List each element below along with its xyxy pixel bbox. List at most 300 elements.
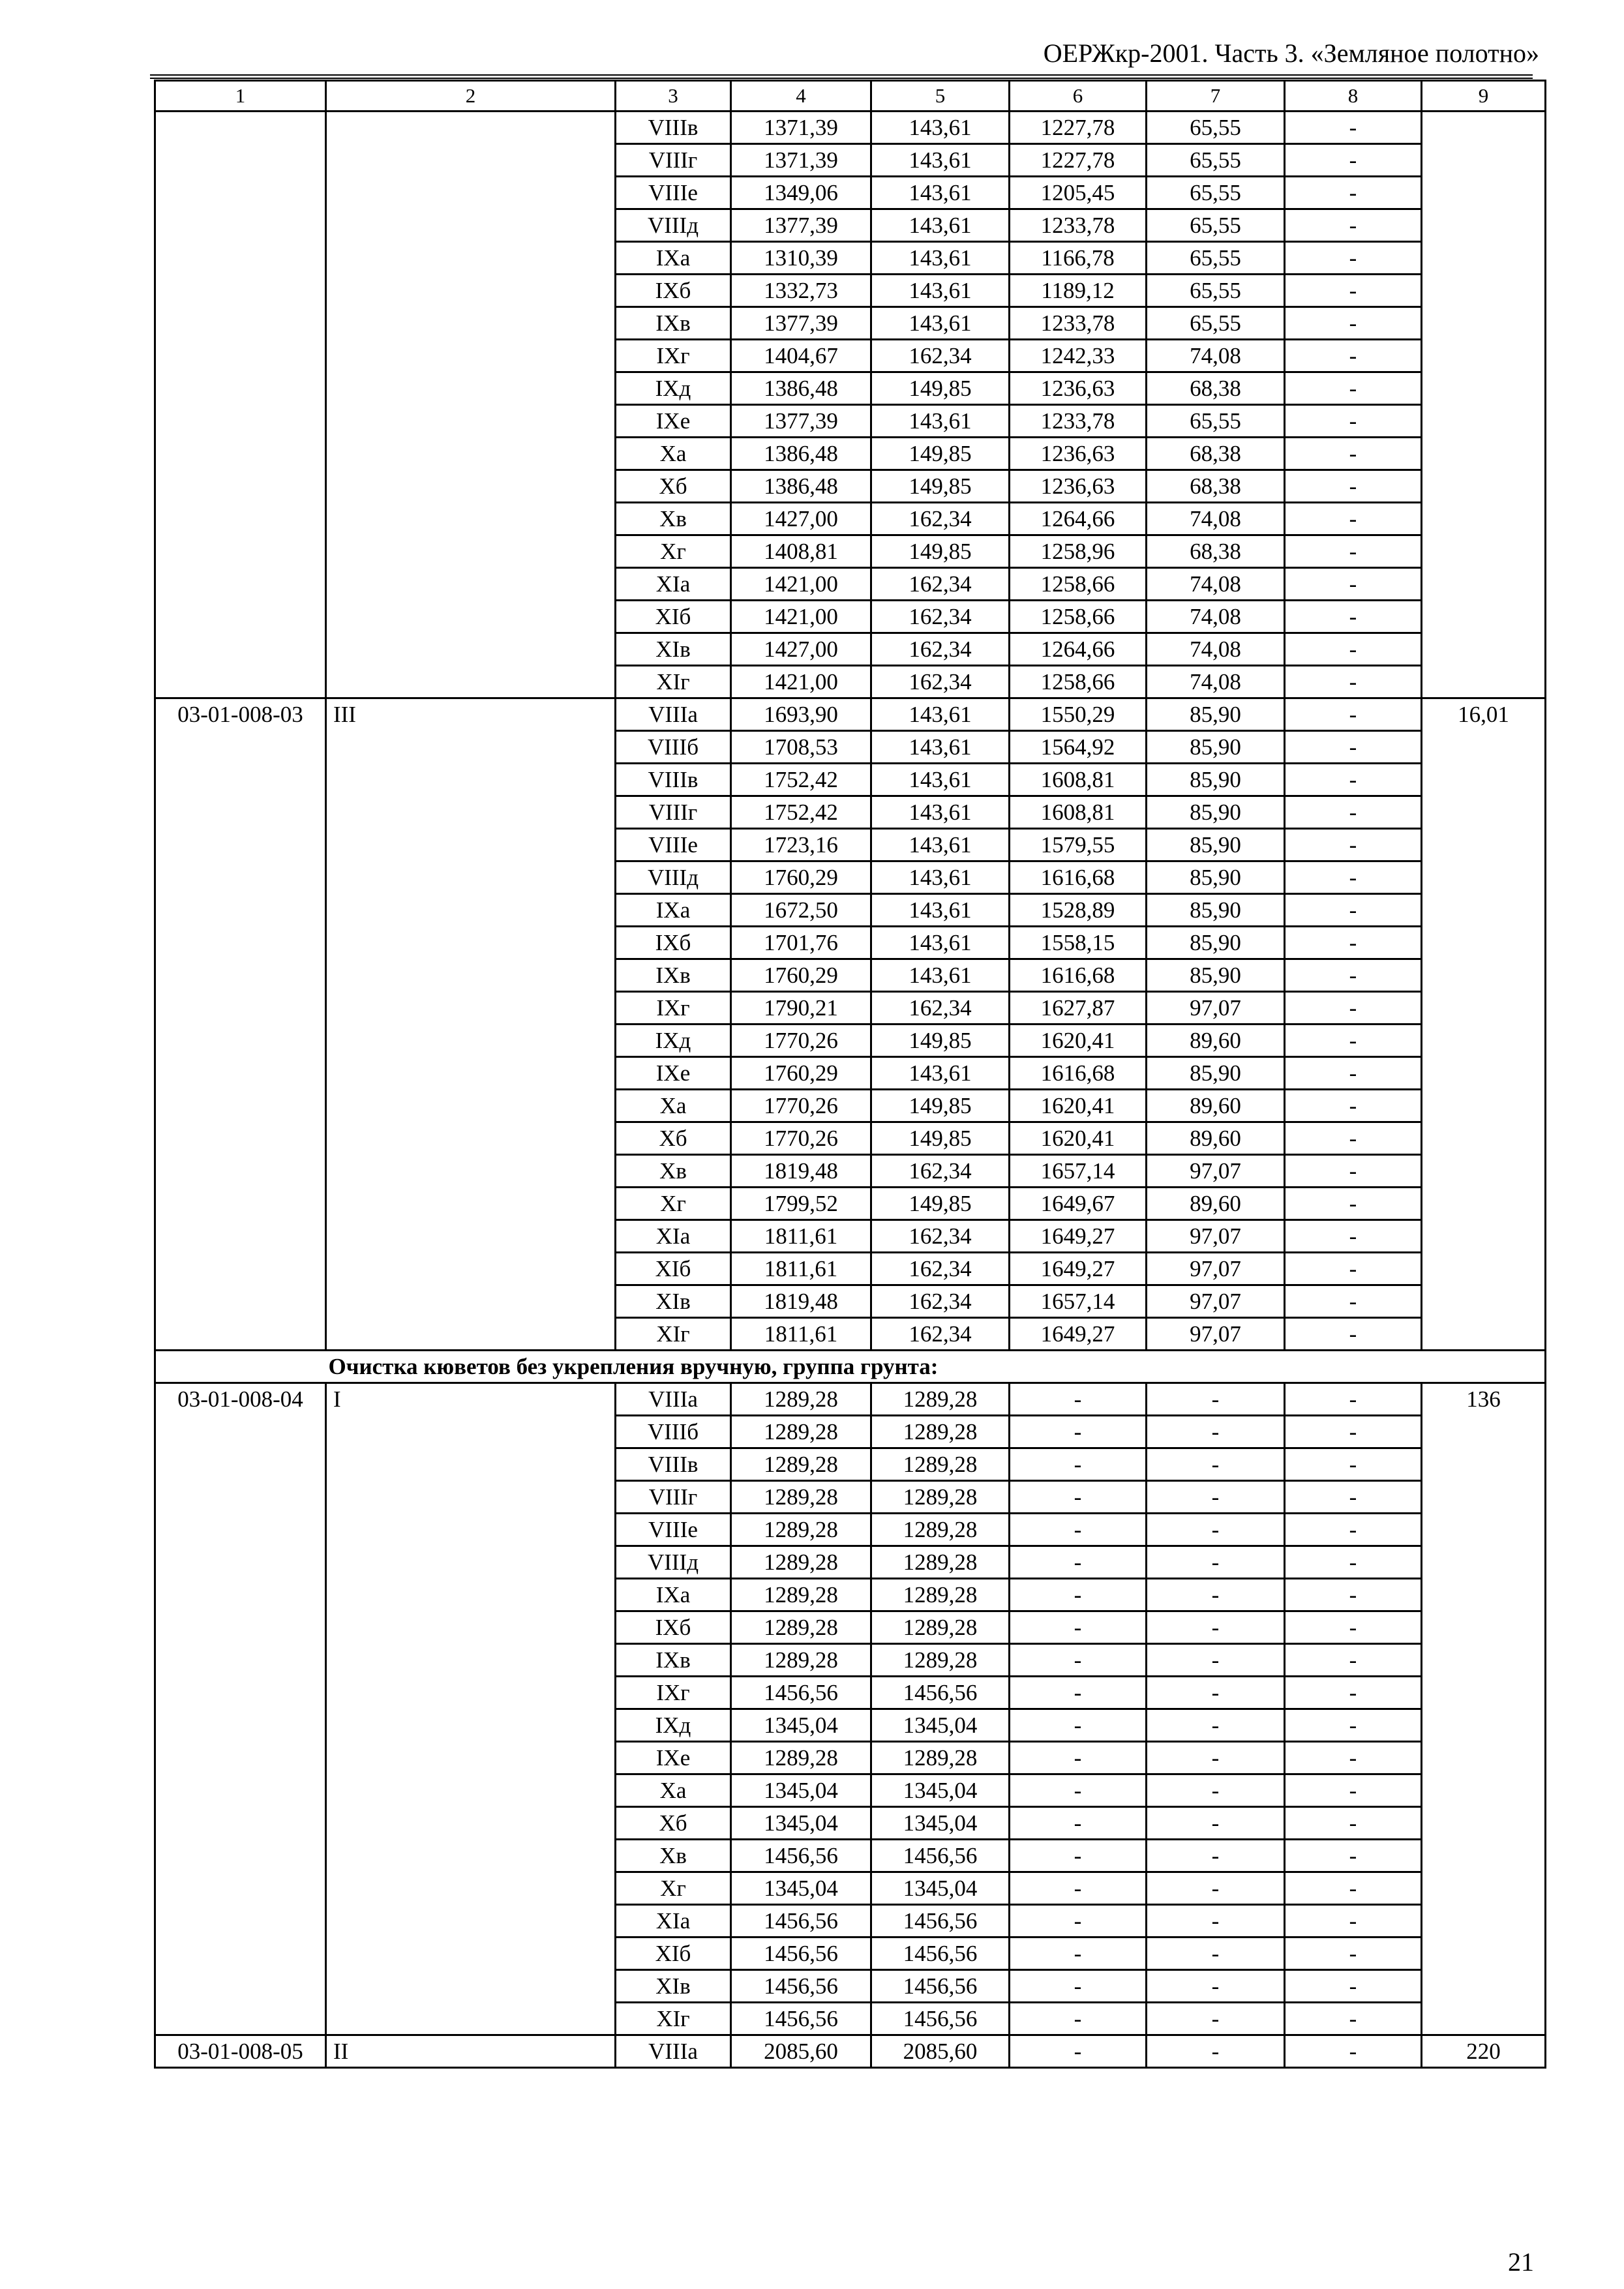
machine-labor-cell: 85,90: [1147, 764, 1285, 796]
zone-cell: XIб: [616, 1253, 731, 1285]
total-cost-cell: 1377,39: [731, 307, 871, 340]
materials-cell: -: [1285, 1807, 1422, 1840]
zone-cell: VIIIв: [616, 112, 731, 144]
labor-cost-cell: 143,61: [871, 829, 1010, 861]
zone-cell: VIIIд: [616, 209, 731, 242]
zone-cell: VIIIд: [616, 861, 731, 894]
labor-cost-cell: 149,85: [871, 1122, 1010, 1155]
page-header-title: ОЕРЖкр-2001. Часть 3. «Земляное полотно»: [1043, 38, 1539, 68]
labor-cost-cell: 143,61: [871, 209, 1010, 242]
labor-cost-cell: 143,61: [871, 177, 1010, 209]
labor-cost-cell: 162,34: [871, 601, 1010, 633]
total-cost-cell: 1456,56: [731, 1970, 871, 2003]
labor-cost-cell: 143,61: [871, 731, 1010, 764]
machine-cost-cell: -: [1010, 2035, 1147, 2068]
machine-cost-cell: -: [1010, 1579, 1147, 1611]
zone-cell: Xв: [616, 1155, 731, 1188]
labor-cost-cell: 1289,28: [871, 1742, 1010, 1774]
labor-cost-cell: 162,34: [871, 1220, 1010, 1253]
total-cost-cell: 1345,04: [731, 1872, 871, 1905]
total-cost-cell: 1672,50: [731, 894, 871, 927]
materials-cell: -: [1285, 2035, 1422, 2068]
materials-cell: -: [1285, 112, 1422, 144]
zone-cell: XIб: [616, 1937, 731, 1970]
machine-cost-cell: 1657,14: [1010, 1155, 1147, 1188]
materials-cell: -: [1285, 1579, 1422, 1611]
machine-cost-cell: 1649,27: [1010, 1318, 1147, 1351]
zone-cell: XIг: [616, 1318, 731, 1351]
zone-cell: VIIIг: [616, 796, 731, 829]
machine-cost-cell: 1236,63: [1010, 438, 1147, 470]
total-cost-cell: 1377,39: [731, 405, 871, 438]
norm-name-cell: III: [326, 698, 616, 1351]
zone-cell: Xб: [616, 1807, 731, 1840]
zone-cell: XIг: [616, 666, 731, 698]
machine-cost-cell: 1616,68: [1010, 1057, 1147, 1090]
machine-cost-cell: -: [1010, 1807, 1147, 1840]
total-cost-cell: 1760,29: [731, 1057, 871, 1090]
materials-cell: -: [1285, 959, 1422, 992]
zone-cell: IXа: [616, 1579, 731, 1611]
labor-cost-cell: 162,34: [871, 340, 1010, 372]
materials-cell: -: [1285, 633, 1422, 666]
zone-cell: Xг: [616, 535, 731, 568]
labor-cost-cell: 1345,04: [871, 1872, 1010, 1905]
materials-cell: -: [1285, 405, 1422, 438]
total-cost-cell: 1349,06: [731, 177, 871, 209]
machine-labor-cell: 74,08: [1147, 666, 1285, 698]
header-rule: [150, 74, 1533, 76]
machine-labor-cell: 65,55: [1147, 405, 1285, 438]
machine-cost-cell: -: [1010, 1611, 1147, 1644]
materials-cell: -: [1285, 1416, 1422, 1448]
labor-cost-cell: 2085,60: [871, 2035, 1010, 2068]
materials-cell: -: [1285, 242, 1422, 275]
table-row: [155, 112, 1546, 144]
machine-cost-cell: 1233,78: [1010, 307, 1147, 340]
machine-cost-cell: 1189,12: [1010, 275, 1147, 307]
machine-cost-cell: 1558,15: [1010, 927, 1147, 959]
machine-cost-cell: -: [1010, 1774, 1147, 1807]
machine-labor-cell: -: [1147, 1416, 1285, 1448]
machine-cost-cell: 1264,66: [1010, 503, 1147, 535]
total-cost-cell: 1723,16: [731, 829, 871, 861]
zone-cell: XIа: [616, 1220, 731, 1253]
total-cost-cell: 1819,48: [731, 1155, 871, 1188]
labor-cost-cell: 1345,04: [871, 1774, 1010, 1807]
materials-cell: -: [1285, 307, 1422, 340]
zone-cell: XIв: [616, 1970, 731, 2003]
column-number: 3: [616, 81, 731, 112]
norm-code-cell: 03-01-008-05: [155, 2035, 326, 2068]
total-cost-cell: 2085,60: [731, 2035, 871, 2068]
machine-labor-cell: -: [1147, 1383, 1285, 1416]
machine-labor-cell: 85,90: [1147, 796, 1285, 829]
machine-labor-cell: 85,90: [1147, 829, 1285, 861]
total-cost-cell: 1404,67: [731, 340, 871, 372]
machine-labor-cell: 65,55: [1147, 242, 1285, 275]
materials-cell: -: [1285, 1481, 1422, 1514]
labor-cost-cell: 1289,28: [871, 1448, 1010, 1481]
zone-cell: IXб: [616, 1611, 731, 1644]
labor-cost-cell: 1289,28: [871, 1416, 1010, 1448]
materials-cell: -: [1285, 1872, 1422, 1905]
machine-labor-cell: 65,55: [1147, 275, 1285, 307]
materials-cell: -: [1285, 177, 1422, 209]
total-cost-cell: 1289,28: [731, 1416, 871, 1448]
total-cost-cell: 1289,28: [731, 1514, 871, 1546]
table-body: [155, 81, 1546, 2068]
machine-cost-cell: 1233,78: [1010, 209, 1147, 242]
total-cost-cell: 1289,28: [731, 1448, 871, 1481]
labor-cost-cell: 143,61: [871, 894, 1010, 927]
zone-cell: VIIIа: [616, 698, 731, 731]
labor-cost-cell: 143,61: [871, 861, 1010, 894]
column-number: 8: [1285, 81, 1422, 112]
zone-cell: XIб: [616, 601, 731, 633]
materials-cell: -: [1285, 1742, 1422, 1774]
zone-cell: XIа: [616, 1905, 731, 1937]
materials-cell: -: [1285, 894, 1422, 927]
total-cost-cell: 1408,81: [731, 535, 871, 568]
materials-cell: -: [1285, 535, 1422, 568]
total-cost-cell: 1421,00: [731, 666, 871, 698]
column-number: 6: [1010, 81, 1147, 112]
machine-cost-cell: -: [1010, 1546, 1147, 1579]
labor-cost-cell: 162,34: [871, 666, 1010, 698]
machine-labor-cell: 89,60: [1147, 1090, 1285, 1122]
machine-labor-cell: -: [1147, 1774, 1285, 1807]
labor-cost-cell: 1289,28: [871, 1383, 1010, 1416]
machine-cost-cell: 1608,81: [1010, 796, 1147, 829]
machine-cost-cell: -: [1010, 1905, 1147, 1937]
machine-cost-cell: 1236,63: [1010, 372, 1147, 405]
total-cost-cell: 1701,76: [731, 927, 871, 959]
zone-cell: XIв: [616, 1285, 731, 1318]
total-cost-cell: 1310,39: [731, 242, 871, 275]
materials-cell: -: [1285, 470, 1422, 503]
materials-cell: -: [1285, 731, 1422, 764]
machine-cost-cell: -: [1010, 2003, 1147, 2035]
zone-cell: IXг: [616, 1677, 731, 1709]
zone-cell: IXд: [616, 1025, 731, 1057]
machine-cost-cell: 1205,45: [1010, 177, 1147, 209]
labor-cost-cell: 143,61: [871, 764, 1010, 796]
labor-cost-cell: 1289,28: [871, 1579, 1010, 1611]
materials-cell: -: [1285, 144, 1422, 177]
materials-cell: -: [1285, 1677, 1422, 1709]
machine-labor-cell: 65,55: [1147, 144, 1285, 177]
machine-cost-cell: -: [1010, 1742, 1147, 1774]
machine-cost-cell: -: [1010, 1644, 1147, 1677]
total-cost-cell: 1371,39: [731, 144, 871, 177]
labor-cost-cell: 149,85: [871, 1188, 1010, 1220]
labor-cost-cell: 162,34: [871, 568, 1010, 601]
total-cost-cell: 1811,61: [731, 1253, 871, 1285]
labor-cost-cell: 143,61: [871, 307, 1010, 340]
materials-cell: -: [1285, 1937, 1422, 1970]
zone-cell: IXа: [616, 894, 731, 927]
norm-code-cell: 03-01-008-04: [155, 1383, 326, 2035]
zone-cell: Xг: [616, 1872, 731, 1905]
total-cost-cell: 1289,28: [731, 1742, 871, 1774]
materials-cell: -: [1285, 1970, 1422, 2003]
zone-cell: Xа: [616, 438, 731, 470]
machine-labor-cell: -: [1147, 1872, 1285, 1905]
zone-cell: Xа: [616, 1774, 731, 1807]
machine-labor-cell: 85,90: [1147, 731, 1285, 764]
materials-cell: -: [1285, 1774, 1422, 1807]
machine-labor-cell: 85,90: [1147, 894, 1285, 927]
materials-cell: -: [1285, 1709, 1422, 1742]
machine-labor-cell: 97,07: [1147, 992, 1285, 1025]
column-number-row: [155, 81, 1546, 112]
labor-hours-cell: 220: [1422, 2035, 1546, 2068]
header-rule: [150, 78, 1533, 79]
labor-hours-cell: 16,01: [1422, 698, 1546, 1351]
zone-cell: IXе: [616, 1742, 731, 1774]
labor-cost-cell: 1289,28: [871, 1611, 1010, 1644]
labor-hours-cell: [1422, 112, 1546, 698]
total-cost-cell: 1456,56: [731, 1937, 871, 1970]
machine-labor-cell: 74,08: [1147, 340, 1285, 372]
total-cost-cell: 1386,48: [731, 438, 871, 470]
zone-cell: Xб: [616, 470, 731, 503]
machine-labor-cell: 97,07: [1147, 1253, 1285, 1285]
total-cost-cell: 1289,28: [731, 1644, 871, 1677]
materials-cell: -: [1285, 1253, 1422, 1285]
materials-cell: -: [1285, 1025, 1422, 1057]
labor-cost-cell: 149,85: [871, 372, 1010, 405]
labor-cost-cell: 143,61: [871, 959, 1010, 992]
total-cost-cell: 1345,04: [731, 1807, 871, 1840]
materials-cell: -: [1285, 1644, 1422, 1677]
machine-labor-cell: 85,90: [1147, 698, 1285, 731]
machine-labor-cell: 85,90: [1147, 927, 1285, 959]
labor-cost-cell: 162,34: [871, 992, 1010, 1025]
machine-cost-cell: 1649,27: [1010, 1220, 1147, 1253]
materials-cell: -: [1285, 666, 1422, 698]
machine-cost-cell: 1627,87: [1010, 992, 1147, 1025]
labor-cost-cell: 1289,28: [871, 1514, 1010, 1546]
materials-cell: -: [1285, 1220, 1422, 1253]
machine-labor-cell: -: [1147, 1937, 1285, 1970]
machine-cost-cell: 1242,33: [1010, 340, 1147, 372]
labor-cost-cell: 1456,56: [871, 1905, 1010, 1937]
machine-labor-cell: -: [1147, 1611, 1285, 1644]
zone-cell: XIа: [616, 568, 731, 601]
column-number: 9: [1422, 81, 1546, 112]
machine-cost-cell: -: [1010, 1840, 1147, 1872]
machine-cost-cell: -: [1010, 1970, 1147, 2003]
column-number: 5: [871, 81, 1010, 112]
zone-cell: VIIIе: [616, 1514, 731, 1546]
zone-cell: Xг: [616, 1188, 731, 1220]
machine-labor-cell: 68,38: [1147, 438, 1285, 470]
zone-cell: IXб: [616, 275, 731, 307]
labor-cost-cell: 162,34: [871, 633, 1010, 666]
zone-cell: IXг: [616, 992, 731, 1025]
zone-cell: IXв: [616, 307, 731, 340]
machine-cost-cell: 1258,66: [1010, 601, 1147, 633]
norm-name-cell: II: [326, 2035, 616, 2068]
labor-cost-cell: 149,85: [871, 1025, 1010, 1057]
materials-cell: -: [1285, 1318, 1422, 1351]
machine-cost-cell: 1264,66: [1010, 633, 1147, 666]
machine-labor-cell: -: [1147, 1709, 1285, 1742]
column-number: 2: [326, 81, 616, 112]
materials-cell: -: [1285, 1155, 1422, 1188]
labor-cost-cell: 149,85: [871, 470, 1010, 503]
machine-labor-cell: 89,60: [1147, 1188, 1285, 1220]
labor-cost-cell: 143,61: [871, 112, 1010, 144]
zone-cell: IXв: [616, 1644, 731, 1677]
total-cost-cell: 1371,39: [731, 112, 871, 144]
materials-cell: -: [1285, 1090, 1422, 1122]
total-cost-cell: 1386,48: [731, 470, 871, 503]
total-cost-cell: 1770,26: [731, 1090, 871, 1122]
labor-cost-cell: 143,61: [871, 1057, 1010, 1090]
machine-cost-cell: -: [1010, 1416, 1147, 1448]
machine-cost-cell: 1233,78: [1010, 405, 1147, 438]
materials-cell: -: [1285, 1514, 1422, 1546]
machine-labor-cell: -: [1147, 1677, 1285, 1709]
machine-labor-cell: 65,55: [1147, 209, 1285, 242]
zone-cell: IXд: [616, 1709, 731, 1742]
machine-labor-cell: 74,08: [1147, 568, 1285, 601]
materials-cell: -: [1285, 1122, 1422, 1155]
materials-cell: -: [1285, 992, 1422, 1025]
zone-cell: VIIIа: [616, 2035, 731, 2068]
total-cost-cell: 1289,28: [731, 1383, 871, 1416]
norm-code-cell: 03-01-008-03: [155, 698, 326, 1351]
labor-cost-cell: 162,34: [871, 1285, 1010, 1318]
section-title: Очистка кюветов без укрепления вручную, группа грунта:: [326, 1351, 1546, 1383]
total-cost-cell: 1427,00: [731, 633, 871, 666]
machine-cost-cell: 1528,89: [1010, 894, 1147, 927]
machine-labor-cell: 68,38: [1147, 535, 1285, 568]
machine-cost-cell: 1236,63: [1010, 470, 1147, 503]
zone-cell: VIIIа: [616, 1383, 731, 1416]
machine-cost-cell: 1608,81: [1010, 764, 1147, 796]
zone-cell: VIIIе: [616, 829, 731, 861]
machine-cost-cell: -: [1010, 1937, 1147, 1970]
machine-cost-cell: 1620,41: [1010, 1025, 1147, 1057]
total-cost-cell: 1289,28: [731, 1611, 871, 1644]
materials-cell: -: [1285, 861, 1422, 894]
table-row: [155, 2035, 1546, 2068]
machine-labor-cell: 74,08: [1147, 633, 1285, 666]
machine-labor-cell: -: [1147, 1546, 1285, 1579]
total-cost-cell: 1456,56: [731, 1905, 871, 1937]
total-cost-cell: 1456,56: [731, 1840, 871, 1872]
labor-hours-cell: 136: [1422, 1383, 1546, 2035]
total-cost-cell: 1386,48: [731, 372, 871, 405]
total-cost-cell: 1693,90: [731, 698, 871, 731]
machine-labor-cell: -: [1147, 1970, 1285, 2003]
total-cost-cell: 1811,61: [731, 1220, 871, 1253]
norm-code-cell: [155, 112, 326, 698]
total-cost-cell: 1770,26: [731, 1025, 871, 1057]
labor-cost-cell: 162,34: [871, 1155, 1010, 1188]
machine-labor-cell: -: [1147, 1905, 1285, 1937]
table-row: [155, 1383, 1546, 1416]
labor-cost-cell: 1456,56: [871, 1677, 1010, 1709]
labor-cost-cell: 1289,28: [871, 1481, 1010, 1514]
total-cost-cell: 1289,28: [731, 1481, 871, 1514]
machine-cost-cell: -: [1010, 1677, 1147, 1709]
zone-cell: Xв: [616, 503, 731, 535]
total-cost-cell: 1811,61: [731, 1318, 871, 1351]
zone-cell: XIг: [616, 2003, 731, 2035]
zone-cell: VIIIг: [616, 1481, 731, 1514]
labor-cost-cell: 149,85: [871, 1090, 1010, 1122]
machine-labor-cell: -: [1147, 1742, 1285, 1774]
labor-cost-cell: 143,61: [871, 796, 1010, 829]
labor-cost-cell: 143,61: [871, 927, 1010, 959]
machine-cost-cell: 1616,68: [1010, 959, 1147, 992]
zone-cell: VIIIв: [616, 764, 731, 796]
materials-cell: -: [1285, 1057, 1422, 1090]
machine-labor-cell: -: [1147, 1448, 1285, 1481]
materials-cell: -: [1285, 1448, 1422, 1481]
table-row: [155, 698, 1546, 731]
machine-labor-cell: 97,07: [1147, 1220, 1285, 1253]
machine-labor-cell: 85,90: [1147, 861, 1285, 894]
machine-labor-cell: 74,08: [1147, 601, 1285, 633]
page-number: 21: [1508, 2247, 1534, 2277]
total-cost-cell: 1456,56: [731, 2003, 871, 2035]
total-cost-cell: 1377,39: [731, 209, 871, 242]
zone-cell: Xб: [616, 1122, 731, 1155]
norm-name-cell: [326, 112, 616, 698]
total-cost-cell: 1427,00: [731, 503, 871, 535]
machine-cost-cell: 1620,41: [1010, 1090, 1147, 1122]
total-cost-cell: 1819,48: [731, 1285, 871, 1318]
zone-cell: VIIIе: [616, 177, 731, 209]
machine-cost-cell: 1616,68: [1010, 861, 1147, 894]
materials-cell: -: [1285, 1611, 1422, 1644]
zone-cell: IXе: [616, 405, 731, 438]
machine-labor-cell: 97,07: [1147, 1285, 1285, 1318]
machine-labor-cell: -: [1147, 1807, 1285, 1840]
materials-cell: -: [1285, 796, 1422, 829]
materials-cell: -: [1285, 2003, 1422, 2035]
materials-cell: -: [1285, 372, 1422, 405]
labor-cost-cell: 1456,56: [871, 2003, 1010, 2035]
machine-cost-cell: -: [1010, 1872, 1147, 1905]
machine-cost-cell: -: [1010, 1709, 1147, 1742]
zone-cell: IXд: [616, 372, 731, 405]
total-cost-cell: 1345,04: [731, 1709, 871, 1742]
materials-cell: -: [1285, 1188, 1422, 1220]
machine-cost-cell: 1649,67: [1010, 1188, 1147, 1220]
column-number: 4: [731, 81, 871, 112]
machine-labor-cell: -: [1147, 1579, 1285, 1611]
zone-cell: IXв: [616, 959, 731, 992]
labor-cost-cell: 143,61: [871, 275, 1010, 307]
machine-labor-cell: 74,08: [1147, 503, 1285, 535]
machine-labor-cell: 68,38: [1147, 470, 1285, 503]
total-cost-cell: 1770,26: [731, 1122, 871, 1155]
total-cost-cell: 1760,29: [731, 861, 871, 894]
materials-cell: -: [1285, 764, 1422, 796]
zone-cell: IXг: [616, 340, 731, 372]
machine-labor-cell: -: [1147, 1514, 1285, 1546]
section-title-spacer: [155, 1351, 326, 1383]
labor-cost-cell: 1345,04: [871, 1709, 1010, 1742]
machine-labor-cell: 65,55: [1147, 112, 1285, 144]
